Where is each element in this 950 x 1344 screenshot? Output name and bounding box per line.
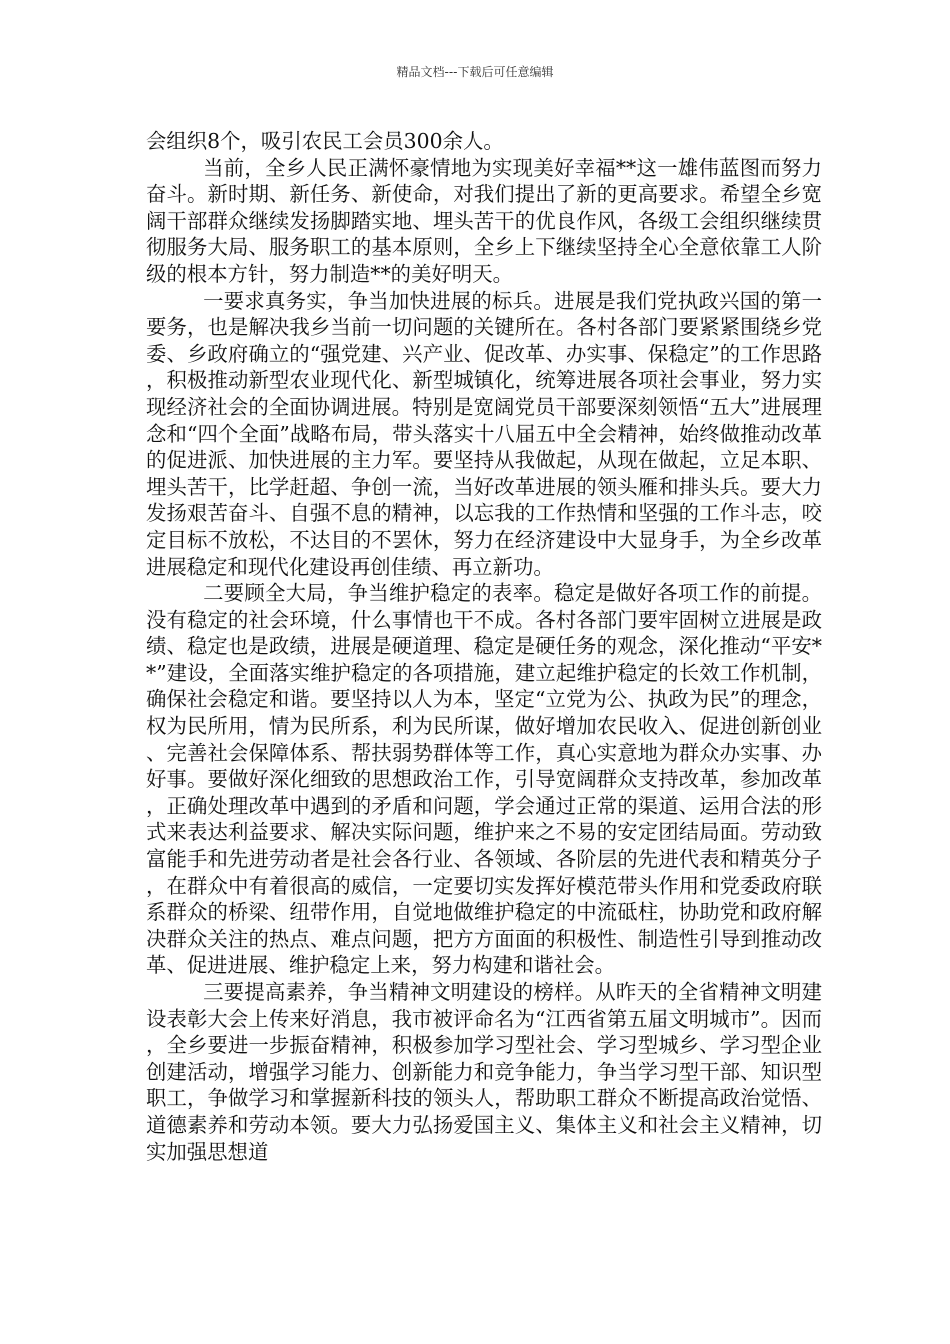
paragraph-1: 会组织8个，吸引农民工会员300余人。 (146, 129, 504, 153)
page-header: 精品文档---下载后可任意编辑 (396, 65, 554, 79)
paragraph-5: 三要提高素养，争当精神文明建设的榜样。从昨天的全省精神文明建设表彰大会上传来好消息，我市被评命名为“江西省第五届文明城市”。因而，全乡要进一步振奋精神，积极参加学习型社会、学习型城乡、学习型企业创建活动，增强学习能力、创新能力和竞争能力，争当学习型干部、知识型职工，争做学习和掌握新科技的领头人，帮助职工群众不断提高政治觉悟、道德素养和劳动本领。要大力弘扬爱国主义、集体主义和社会主义精神，切实加强思想道 (146, 980, 822, 1164)
paragraph-2: 当前，全乡人民正满怀豪情地为实现美好幸福**这一雄伟蓝图而努力奋斗。新时期、新任务、新使命，对我们提出了新的更高要求。希望全乡宽阔干部群众继续发扬脚踏实地、埋头苦干的优良作风，各级工会组织继续贯彻服务大局、服务职工的基本原则，全乡上下继续坚持全心全意依靠工人阶级的根本方针，努力制造**的美好明天。 (146, 155, 822, 286)
paragraph-4: 二要顾全大局，争当维护稳定的表率。稳定是做好各项工作的前提。没有稳定的社会环境，什么事情也干不成。各村各部门要牢固树立进展是政绩、稳定也是政绩，进展是硬道理、稳定是硬任务的观念，深化推动“平安**”建设，全面落实维护稳定的各项措施，建立起维护稳定的长效工作机制，确保社会稳定和谐。要坚持以人为本，坚定“立党为公、执政为民”的理念，权为民所用，情为民所系，利为民所谋，做好增加农民收入、促进创新创业、完善社会保障体系、帮扶弱势群体等工作，真心实意地为群众办实事、办好事。要做好深化细致的思想政治工作，引导宽阔群众支持改革，参加改革，正确处理改革中遇到的矛盾和问题，学会通过正常的渠道、运用合法的形式来表达利益要求、解决实际问题，维护来之不易的安定团结局面。劳动致富能手和先进劳动者是社会各行业、各领域、各阶层的先进代表和精英分子，在群众中有着很高的威信，一定要切实发挥好模范带头作用和党委政府联系群众的桥梁、纽带作用，自觉地做维护稳定的中流砥柱，协助党和政府解决群众关注的热点、难点问题，把方方面面的积极性、制造性引导到推动改革、促进进展、维护稳定上来，努力构建和谐社会。 (146, 581, 822, 978)
paragraph-3: 一要求真务实，争当加快进展的标兵。进展是我们党执政兴国的第一要务，也是解决我乡当前一切问题的关键所在。各村各部门要紧紧围绕乡党委、乡政府确立的“强党建、兴产业、促改革、办实事、保稳定”的工作思路，积极推动新型农业现代化、新型城镇化，统筹进展各项社会事业，努力实现经济社会的全面协调进展。特别是宽阔党员干部要深刻领悟“五大”进展理念和“四个全面”战略布局，带头落实十八届五中全会精神，始终做推动改革的促进派、加快进展的主力军。要坚持从我做起，从现在做起，立足本职、埋头苦干，比学赶超、争创一流，当好改革进展的领头雁和排头兵。要大力发扬艰苦奋斗、自强不息的精神，以忘我的工作热情和坚强的工作斗志，咬定目标不放松，不达目的不罢休，努力在经济建设中大显身手，为全乡改革进展稳定和现代化建设再创佳绩、再立新功。 (146, 288, 822, 579)
document-body (146, 128, 822, 1165)
